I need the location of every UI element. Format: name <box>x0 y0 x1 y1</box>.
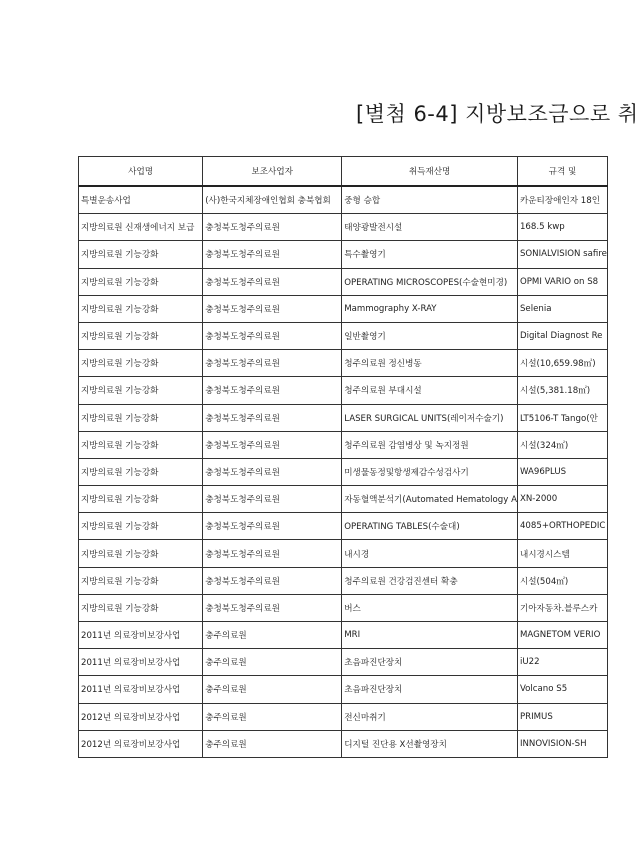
table-row <box>79 594 608 621</box>
table-row <box>79 350 608 377</box>
table-row <box>79 486 608 513</box>
table-header-row <box>79 157 608 187</box>
cell-asset-name: 초음파진단장치 <box>342 676 518 703</box>
cell-grantee: 충주의료원 <box>203 703 342 730</box>
cell-spec: WA96PLUS <box>517 458 607 485</box>
cell-project-name: 지방의료원 기능강화 <box>79 567 203 594</box>
cell-project-name: 2011년 의료장비보강사업 <box>79 649 203 676</box>
cell-spec: 시설(5,381.18㎡) <box>517 377 607 404</box>
table-row <box>79 295 608 322</box>
cell-spec: iU22 <box>517 649 607 676</box>
cell-asset-name: 청주의료원 부대시설 <box>342 377 518 404</box>
cell-asset-name: 전신마취기 <box>342 703 518 730</box>
cell-project-name: 지방의료원 기능강화 <box>79 377 203 404</box>
cell-asset-name: 중형 승합 <box>342 186 518 214</box>
cell-asset-name: 자동혈액분석기(Automated Hematology A <box>342 486 518 513</box>
cell-grantee: 충주의료원 <box>203 676 342 703</box>
cell-project-name: 지방의료원 기능강화 <box>79 594 203 621</box>
cell-grantee: 충청북도청주의료원 <box>203 567 342 594</box>
cell-spec: LT5106-T Tango(안 <box>517 404 607 431</box>
cell-spec: 시설(10,659.98㎡) <box>517 350 607 377</box>
cell-project-name: 지방의료원 기능강화 <box>79 458 203 485</box>
cell-project-name: 특별운송사업 <box>79 186 203 214</box>
cell-spec: Volcano S5 <box>517 676 607 703</box>
cell-spec: 기아자동차.블루스카 <box>517 594 607 621</box>
asset-table <box>78 156 608 758</box>
header-spec: 규격 및 <box>517 157 607 187</box>
cell-asset-name: 청주의료원 건강검진센터 확충 <box>342 567 518 594</box>
table-row <box>79 404 608 431</box>
cell-project-name: 2011년 의료장비보강사업 <box>79 676 203 703</box>
cell-spec: 시설(504㎡) <box>517 567 607 594</box>
table-row <box>79 730 608 757</box>
cell-project-name: 지방의료원 기능강화 <box>79 268 203 295</box>
cell-asset-name: 버스 <box>342 594 518 621</box>
cell-project-name: 2012년 의료장비보강사업 <box>79 703 203 730</box>
table-row <box>79 458 608 485</box>
cell-project-name: 지방의료원 기능강화 <box>79 540 203 567</box>
cell-spec: 카운티장애인자 18인 <box>517 186 607 214</box>
cell-spec: Digital Diagnost Re <box>517 322 607 349</box>
table-row <box>79 186 608 214</box>
cell-spec: 내시경시스템 <box>517 540 607 567</box>
table-row <box>79 676 608 703</box>
cell-asset-name: 일반촬영기 <box>342 322 518 349</box>
cell-project-name: 지방의료원 기능강화 <box>79 513 203 540</box>
cell-grantee: 충청북도청주의료원 <box>203 431 342 458</box>
cell-grantee: 충청북도청주의료원 <box>203 295 342 322</box>
cell-asset-name: OPERATING TABLES(수술대) <box>342 513 518 540</box>
cell-asset-name: LASER SURGICAL UNITS(레이저수술기) <box>342 404 518 431</box>
cell-project-name: 지방의료원 기능강화 <box>79 241 203 268</box>
cell-spec: 시설(324㎡) <box>517 431 607 458</box>
cell-asset-name: OPERATING MICROSCOPES(수술현미경) <box>342 268 518 295</box>
cell-grantee: 충청북도청주의료원 <box>203 350 342 377</box>
table-row <box>79 540 608 567</box>
table-row <box>79 241 608 268</box>
cell-asset-name: 내시경 <box>342 540 518 567</box>
cell-asset-name: 미생물동정및항생제감수성검사기 <box>342 458 518 485</box>
cell-asset-name: 청주의료원 감염병상 및 녹지정원 <box>342 431 518 458</box>
cell-grantee: 충청북도청주의료원 <box>203 214 342 241</box>
cell-grantee: 충청북도청주의료원 <box>203 322 342 349</box>
cell-project-name: 지방의료원 기능강화 <box>79 350 203 377</box>
cell-grantee: 충청북도청주의료원 <box>203 404 342 431</box>
page-title: [별첨 6-4] 지방보조금으로 취 <box>356 102 639 126</box>
header-asset-name: 취득재산명 <box>342 157 518 187</box>
cell-asset-name: MRI <box>342 622 518 649</box>
cell-asset-name: 청주의료원 정신병동 <box>342 350 518 377</box>
cell-project-name: 2012년 의료장비보강사업 <box>79 730 203 757</box>
cell-asset-name: 태양광발전시설 <box>342 214 518 241</box>
header-grantee: 보조사업자 <box>203 157 342 187</box>
cell-spec: MAGNETOM VERIO <box>517 622 607 649</box>
cell-project-name: 지방의료원 기능강화 <box>79 486 203 513</box>
cell-spec: XN-2000 <box>517 486 607 513</box>
cell-grantee: 충청북도청주의료원 <box>203 268 342 295</box>
cell-asset-name: 디지털 진단용 X선촬영장치 <box>342 730 518 757</box>
cell-grantee: 충청북도청주의료원 <box>203 540 342 567</box>
table-row <box>79 268 608 295</box>
table-row <box>79 513 608 540</box>
table-row <box>79 214 608 241</box>
cell-project-name: 지방의료원 신재생에너지 보급 <box>79 214 203 241</box>
table-row <box>79 377 608 404</box>
cell-project-name: 지방의료원 기능강화 <box>79 431 203 458</box>
cell-spec: Selenia <box>517 295 607 322</box>
cell-spec: PRIMUS <box>517 703 607 730</box>
cell-asset-name: 초음파진단장치 <box>342 649 518 676</box>
cell-spec: OPMI VARIO on S8 <box>517 268 607 295</box>
cell-project-name: 2011년 의료장비보강사업 <box>79 622 203 649</box>
cell-grantee: 충청북도청주의료원 <box>203 241 342 268</box>
table-row <box>79 649 608 676</box>
cell-asset-name: 특수촬영기 <box>342 241 518 268</box>
cell-project-name: 지방의료원 기능강화 <box>79 404 203 431</box>
cell-grantee: 충청북도청주의료원 <box>203 458 342 485</box>
cell-spec: SONIALVISION safire <box>517 241 607 268</box>
table-row <box>79 567 608 594</box>
cell-asset-name: Mammography X-RAY <box>342 295 518 322</box>
cell-grantee: 충청북도청주의료원 <box>203 486 342 513</box>
cell-grantee: 충청북도청주의료원 <box>203 513 342 540</box>
cell-grantee: 충청북도청주의료원 <box>203 377 342 404</box>
table-row <box>79 703 608 730</box>
cell-grantee: (사)한국지체장애인협회 충북협회 <box>203 186 342 214</box>
table-row <box>79 322 608 349</box>
cell-spec: 4085+ORTHOPEDIC <box>517 513 607 540</box>
cell-grantee: 충주의료원 <box>203 649 342 676</box>
table-row <box>79 622 608 649</box>
cell-grantee: 충주의료원 <box>203 622 342 649</box>
cell-grantee: 충주의료원 <box>203 730 342 757</box>
header-project-name: 사업명 <box>79 157 203 187</box>
cell-spec: INNOVISION-SH <box>517 730 607 757</box>
cell-spec: 168.5 kwp <box>517 214 607 241</box>
cell-project-name: 지방의료원 기능강화 <box>79 322 203 349</box>
table-row <box>79 431 608 458</box>
cell-project-name: 지방의료원 기능강화 <box>79 295 203 322</box>
cell-grantee: 충청북도청주의료원 <box>203 594 342 621</box>
